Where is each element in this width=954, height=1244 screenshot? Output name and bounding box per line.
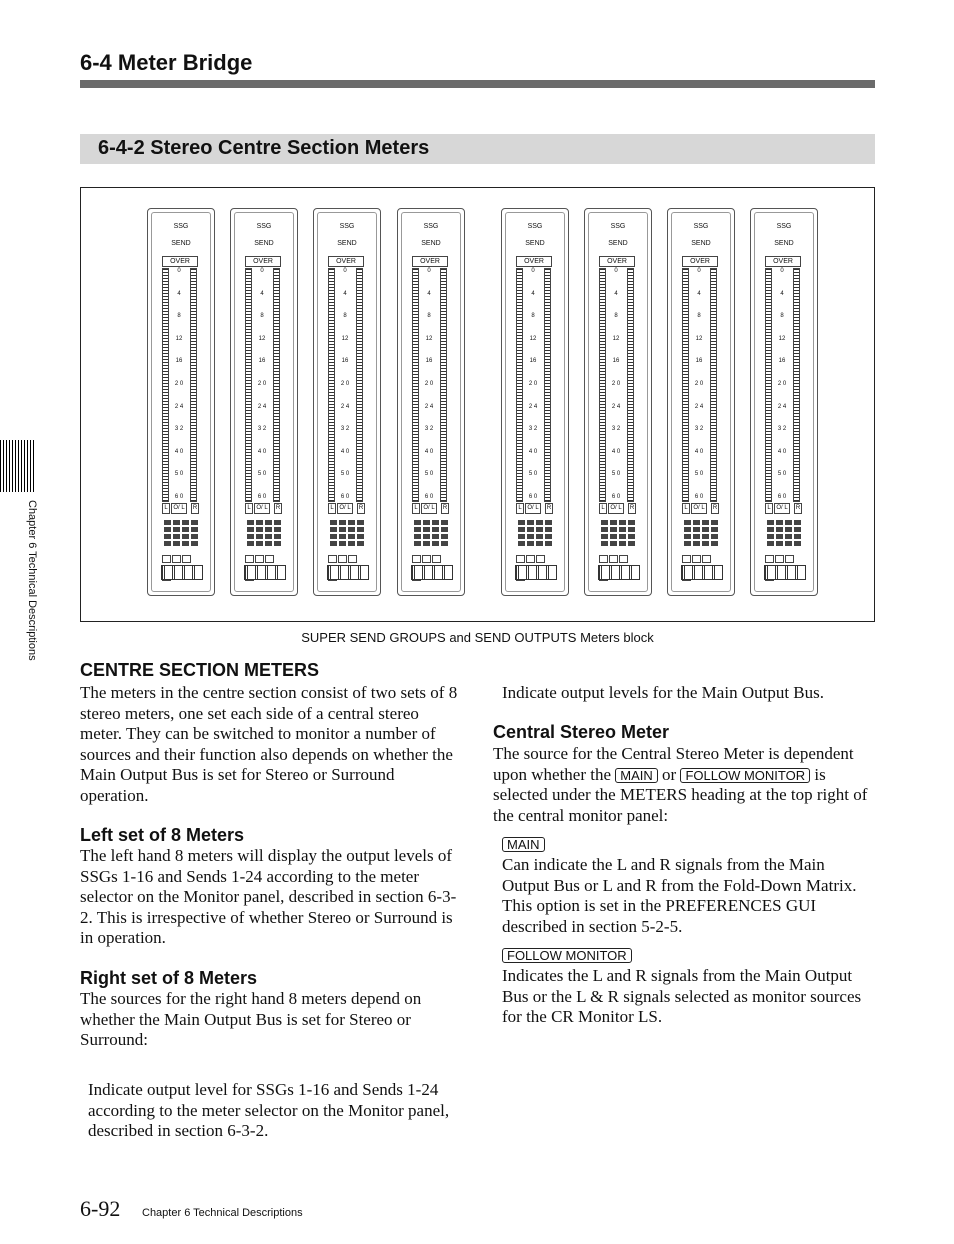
stereo-meter — [584, 208, 652, 596]
meter-label-ssg: SSG — [339, 223, 355, 230]
meter-scale-tick: 3 2 — [424, 426, 434, 433]
meter-button — [692, 555, 701, 563]
meter-scale-tick: 4 — [531, 290, 535, 297]
meter-scale-tick: 2 0 — [777, 381, 787, 387]
heading-centre-section: CENTRE SECTION METERS — [80, 660, 320, 680]
meter-button — [432, 555, 441, 563]
meter-scale-tick: 4 0 — [528, 448, 538, 455]
meter-scale-tick: 16 — [529, 358, 537, 365]
meter-lr-switch — [765, 503, 801, 512]
stereo-meter — [750, 208, 818, 596]
meter-lr-label: R — [274, 503, 282, 514]
meter-scale-tick: 6 0 — [424, 494, 434, 500]
meter-bar-left — [328, 268, 335, 502]
meter-scale-tick: 5 0 — [340, 471, 350, 478]
meter-lr-label: L — [162, 503, 170, 514]
meter-scale-tick: 5 0 — [694, 471, 704, 478]
meter-digit-display — [411, 565, 453, 580]
meter-lr-label: L — [765, 503, 773, 514]
meter-scale-tick: 5 0 — [777, 471, 787, 478]
meter-label-send: SEND — [171, 240, 191, 247]
side-tab-text: Chapter 6 Technical Descriptions — [26, 500, 38, 661]
follow-option-desc: Indicates the L and R signals from the Main Output Bus or the L & R signals selected as monitor sources for the CR Monitor LS. — [502, 966, 862, 1026]
meter-scale-tick: 2 0 — [174, 381, 184, 387]
stereo-meter — [230, 208, 298, 596]
meter-scale-tick: 0 — [780, 268, 784, 274]
meter-label-send: SEND — [691, 240, 711, 247]
meter-lr-label: R — [794, 503, 802, 514]
meter-scale-tick: 5 0 — [424, 471, 434, 478]
meter-scale-tick: 4 — [177, 290, 181, 297]
meter-over-indicator: OVER — [162, 256, 198, 267]
meter-button — [182, 555, 191, 563]
meter-scale-tick: 4 — [780, 290, 784, 297]
meter-scale-tick: 2 0 — [424, 381, 434, 387]
meter-lr-label: O/ L — [421, 503, 437, 514]
meter-scale-tick: 4 — [427, 290, 431, 297]
meter-scale-tick: 0 — [531, 268, 535, 274]
meter-button — [609, 555, 618, 563]
meter-scale-tick: 5 0 — [611, 471, 621, 478]
meter-scale-tick: 6 0 — [611, 494, 621, 500]
meter-lr-switch — [245, 503, 281, 512]
side-tab-marks — [0, 440, 36, 492]
meter-scale-tick: 2 4 — [694, 403, 704, 410]
meter-lr-label: L — [245, 503, 253, 514]
meter-scale-tick: 4 0 — [777, 448, 787, 455]
meter-lr-switch — [682, 503, 718, 512]
meter-button — [328, 555, 337, 563]
meter-scale-tick: 8 — [531, 313, 535, 320]
meter-bar-left — [412, 268, 419, 502]
meter-scale — [773, 268, 791, 500]
heading-left-meters: Left set of 8 Meters — [80, 825, 245, 845]
meter-scale — [336, 268, 354, 500]
meter-scale-tick: 6 0 — [174, 494, 184, 500]
meter-scale-tick: 3 2 — [257, 426, 267, 433]
meter-led-grid — [516, 518, 554, 548]
meter-lr-label: L — [328, 503, 336, 514]
meter-bar-left — [516, 268, 523, 502]
meter-bar-right — [190, 268, 197, 502]
meter-label-ssg: SSG — [173, 223, 189, 230]
meter-over-indicator: OVER — [682, 256, 718, 267]
meter-label-send: SEND — [337, 240, 357, 247]
meter-bar-right — [440, 268, 447, 502]
meter-button — [172, 555, 181, 563]
meter-button-row — [162, 550, 200, 557]
meter-scale-tick: 2 4 — [777, 403, 787, 410]
meter-bar-right — [544, 268, 551, 502]
stereo-meter — [313, 208, 381, 596]
meter-scale-tick: 3 2 — [174, 426, 184, 433]
meter-scale-tick: 0 — [343, 268, 347, 274]
meter-button-row — [599, 550, 637, 557]
meter-scale-tick: 8 — [780, 313, 784, 320]
meter-scale-tick: 5 0 — [257, 471, 267, 478]
para-central-part2: is — [814, 764, 826, 784]
meter-over-indicator: OVER — [599, 256, 635, 267]
meter-scale — [170, 268, 188, 500]
meter-scale-tick: 3 2 — [611, 426, 621, 433]
meter-label-ssg: SSG — [693, 223, 709, 230]
para-left-meters: The left hand 8 meters will display the output levels of SSGs 1-16 and Sends 1-24 according to the meter selector on the Monitor panel, described in section 6-3-2. This is irrespective of whether Stereo or Surround is in operation. — [80, 846, 457, 947]
meter-lr-label: O/ L — [254, 503, 270, 514]
meter-over-indicator: OVER — [412, 256, 448, 267]
meter-lr-label: O/ L — [525, 503, 541, 514]
meter-lr-label: O/ L — [774, 503, 790, 514]
meter-label-send: SEND — [254, 240, 274, 247]
meter-scale-tick: 6 0 — [777, 494, 787, 500]
meter-lr-switch — [412, 503, 448, 512]
meter-scale-tick: 4 0 — [611, 448, 621, 455]
meter-scale-tick: 0 — [260, 268, 264, 274]
meter-label-send: SEND — [608, 240, 628, 247]
meter-button — [412, 555, 421, 563]
meter-scale-tick: 5 0 — [174, 471, 184, 478]
meter-label-send: SEND — [421, 240, 441, 247]
meter-scale-tick: 4 0 — [257, 448, 267, 455]
stereo-meter — [147, 208, 215, 596]
meter-button-row — [328, 550, 366, 557]
key-main: MAIN — [615, 768, 658, 783]
meter-button — [516, 555, 525, 563]
meter-figure — [80, 187, 875, 622]
meter-button-row — [245, 550, 283, 557]
meter-lr-label: R — [628, 503, 636, 514]
meter-lr-label: L — [599, 503, 607, 514]
meter-label-ssg: SSG — [776, 223, 792, 230]
meter-scale-tick: 2 4 — [257, 403, 267, 410]
meter-scale — [524, 268, 542, 500]
meter-digit-display — [515, 565, 557, 580]
meter-scale-tick: 16 — [612, 358, 620, 365]
meter-scale-tick: 8 — [427, 313, 431, 320]
meter-scale-tick: 12 — [695, 335, 703, 342]
meter-led-grid — [682, 518, 720, 548]
meter-bar-right — [356, 268, 363, 502]
section-band — [80, 134, 875, 164]
meter-scale — [253, 268, 271, 500]
para-central-part3: selected under the METERS heading at the top right of the central monitor panel: — [493, 785, 868, 825]
meter-bar-left — [245, 268, 252, 502]
meter-scale-tick: 8 — [260, 313, 264, 320]
meter-scale-tick: 4 — [614, 290, 618, 297]
meter-scale-tick: 4 0 — [340, 448, 350, 455]
meter-scale-tick: 3 2 — [694, 426, 704, 433]
meter-scale-tick: 6 0 — [340, 494, 350, 500]
meter-scale-tick: 8 — [177, 313, 181, 320]
meter-button-row — [412, 550, 450, 557]
meter-lr-label: R — [357, 503, 365, 514]
meter-button-row — [682, 550, 720, 557]
meter-button — [422, 555, 431, 563]
meter-scale-tick: 16 — [695, 358, 703, 365]
meter-button — [599, 555, 608, 563]
meter-button — [245, 555, 254, 563]
meter-led-grid — [328, 518, 366, 548]
meter-bar-right — [710, 268, 717, 502]
meter-scale-tick: 3 2 — [777, 426, 787, 433]
footer-chapter: Chapter 6 Technical Descriptions — [142, 1207, 303, 1219]
meter-digit-display — [764, 565, 806, 580]
meter-lr-label: L — [516, 503, 524, 514]
meter-lr-label: R — [545, 503, 553, 514]
meter-scale-tick: 2 0 — [340, 381, 350, 387]
meter-scale-tick: 2 4 — [611, 403, 621, 410]
meter-scale — [420, 268, 438, 500]
meter-scale-tick: 2 0 — [694, 381, 704, 387]
meter-scale — [690, 268, 708, 500]
meter-button — [785, 555, 794, 563]
meter-scale-tick: 4 — [260, 290, 264, 297]
meter-label-ssg: SSG — [610, 223, 626, 230]
meter-scale-tick: 12 — [425, 335, 433, 342]
meter-label-send: SEND — [525, 240, 545, 247]
meter-digit-display — [681, 565, 723, 580]
meter-lr-label: L — [682, 503, 690, 514]
page-number: 6-92 — [80, 1196, 121, 1221]
para-right-meters: The sources for the right hand 8 meters depend on whether the Main Output Bus is set for Stereo or Surround: — [80, 989, 422, 1049]
meter-scale-tick: 12 — [778, 335, 786, 342]
meter-scale-tick: 12 — [529, 335, 537, 342]
meter-led-grid — [162, 518, 200, 548]
meter-button — [536, 555, 545, 563]
meter-scale-tick: 4 0 — [174, 448, 184, 455]
meter-scale-tick: 4 0 — [424, 448, 434, 455]
meter-scale-tick: 0 — [177, 268, 181, 274]
meter-bar-left — [765, 268, 772, 502]
meter-scale-tick: 8 — [614, 313, 618, 320]
meter-digit-display — [327, 565, 369, 580]
meter-scale-tick: 12 — [341, 335, 349, 342]
section-title: 6-4-2 Stereo Centre Section Meters — [98, 137, 430, 159]
meter-bar-left — [162, 268, 169, 502]
meter-scale-tick: 0 — [614, 268, 618, 274]
meter-scale-tick: 4 0 — [694, 448, 704, 455]
meter-scale-tick: 16 — [258, 358, 266, 365]
stereo-meter — [667, 208, 735, 596]
meter-led-grid — [599, 518, 637, 548]
meter-button — [765, 555, 774, 563]
follow-option-label — [502, 947, 632, 965]
meter-lr-label: R — [191, 503, 199, 514]
meter-scale-tick: 2 4 — [174, 403, 184, 410]
meter-scale-tick: 16 — [778, 358, 786, 365]
meter-button — [255, 555, 264, 563]
meter-bar-right — [627, 268, 634, 502]
meter-lr-label: O/ L — [608, 503, 624, 514]
meter-bar-right — [273, 268, 280, 502]
key-main-option: MAIN — [502, 837, 545, 852]
meter-lr-switch — [162, 503, 198, 512]
meter-lr-label: L — [412, 503, 420, 514]
meter-button — [526, 555, 535, 563]
stereo-meter — [397, 208, 465, 596]
meter-button — [775, 555, 784, 563]
meter-bar-right — [793, 268, 800, 502]
meter-button — [338, 555, 347, 563]
para-central-part1: The source for the Central Stereo Meter is dependent upon whether the — [493, 744, 854, 784]
chapter-title: 6-4 Meter Bridge — [80, 50, 253, 75]
meter-scale-tick: 2 0 — [257, 381, 267, 387]
meter-scale-tick: 6 0 — [694, 494, 704, 500]
key-follow-option: FOLLOW MONITOR — [502, 948, 632, 963]
meter-label-ssg: SSG — [527, 223, 543, 230]
meter-button-row — [516, 550, 554, 557]
meter-scale-tick: 16 — [341, 358, 349, 365]
meter-over-indicator: OVER — [245, 256, 281, 267]
meter-scale-tick: 16 — [425, 358, 433, 365]
meter-bar-left — [599, 268, 606, 502]
meter-label-ssg: SSG — [423, 223, 439, 230]
meter-lr-label: O/ L — [171, 503, 187, 514]
meter-lr-switch — [328, 503, 364, 512]
meter-scale-tick: 2 4 — [424, 403, 434, 410]
chapter-rule — [80, 80, 875, 88]
meter-button-row — [765, 550, 803, 557]
meter-scale-tick: 2 0 — [528, 381, 538, 387]
meter-scale-tick: 2 4 — [528, 403, 538, 410]
meter-digit-display — [244, 565, 286, 580]
heading-central-stereo: Central Stereo Meter — [493, 722, 670, 742]
word-or: or — [662, 764, 677, 784]
meter-over-indicator: OVER — [765, 256, 801, 267]
meter-scale-tick: 6 0 — [528, 494, 538, 500]
meter-lr-label: R — [711, 503, 719, 514]
meter-scale-tick: 2 4 — [340, 403, 350, 410]
meter-led-grid — [412, 518, 450, 548]
meter-scale-tick: 0 — [697, 268, 701, 274]
para-central-stereo — [493, 744, 878, 826]
key-follow-monitor: FOLLOW MONITOR — [680, 768, 810, 783]
meter-scale-tick: 12 — [612, 335, 620, 342]
meter-scale-tick: 6 0 — [257, 494, 267, 500]
meter-scale-tick: 4 — [343, 290, 347, 297]
meter-lr-switch — [599, 503, 635, 512]
meter-button — [702, 555, 711, 563]
meter-scale-tick: 8 — [343, 313, 347, 320]
meter-button — [348, 555, 357, 563]
meter-lr-label: O/ L — [691, 503, 707, 514]
meter-led-grid — [245, 518, 283, 548]
meter-lr-label: O/ L — [337, 503, 353, 514]
meter-scale-tick: 12 — [258, 335, 266, 342]
meter-label-ssg: SSG — [256, 223, 272, 230]
meter-bar-left — [682, 268, 689, 502]
meter-button — [265, 555, 274, 563]
meter-scale-tick: 3 2 — [528, 426, 538, 433]
main-option-desc: Can indicate the L and R signals from the Main Output Bus or L and R from the Fold-Down Matrix. This option is set in the PREFERENCES GUI described in section 5-2-5. — [502, 855, 857, 936]
stereo-meter — [501, 208, 569, 596]
meter-scale-tick: 4 — [697, 290, 701, 297]
meter-digit-display — [161, 565, 203, 580]
para-indicate-ssg: Indicate output level for SSGs 1-16 and Sends 1-24 according to the meter selector on the Monitor panel, described in section 6-3-2. — [88, 1080, 450, 1140]
para-indicate-main: Indicate output levels for the Main Output Bus. — [502, 683, 824, 702]
para-centre-section: The meters in the centre section consist of two sets of 8 stereo meters, one set each side of a central stereo meter. They can be switched to monitor a number of sources and their function also depends on whether the Main Output Bus is set for Stereo or Surround operation. — [80, 683, 458, 805]
meter-scale-tick: 3 2 — [340, 426, 350, 433]
meter-label-send: SEND — [774, 240, 794, 247]
meter-scale-tick: 0 — [427, 268, 431, 274]
meter-digit-display — [598, 565, 640, 580]
meter-button — [162, 555, 171, 563]
meter-scale-tick: 2 0 — [611, 381, 621, 387]
meter-scale-tick: 12 — [175, 335, 183, 342]
figure-caption: SUPER SEND GROUPS and SEND OUTPUTS Meters block — [301, 630, 654, 645]
meter-scale-tick: 8 — [697, 313, 701, 320]
meter-over-indicator: OVER — [516, 256, 552, 267]
heading-right-meters: Right set of 8 Meters — [80, 968, 258, 988]
meter-over-indicator: OVER — [328, 256, 364, 267]
meter-scale-tick: 5 0 — [528, 471, 538, 478]
meter-scale — [607, 268, 625, 500]
meter-led-grid — [765, 518, 803, 548]
meter-scale-tick: 16 — [175, 358, 183, 365]
meter-lr-switch — [516, 503, 552, 512]
meter-lr-label: R — [441, 503, 449, 514]
meter-button — [619, 555, 628, 563]
main-option-label — [502, 836, 545, 854]
meter-button — [682, 555, 691, 563]
